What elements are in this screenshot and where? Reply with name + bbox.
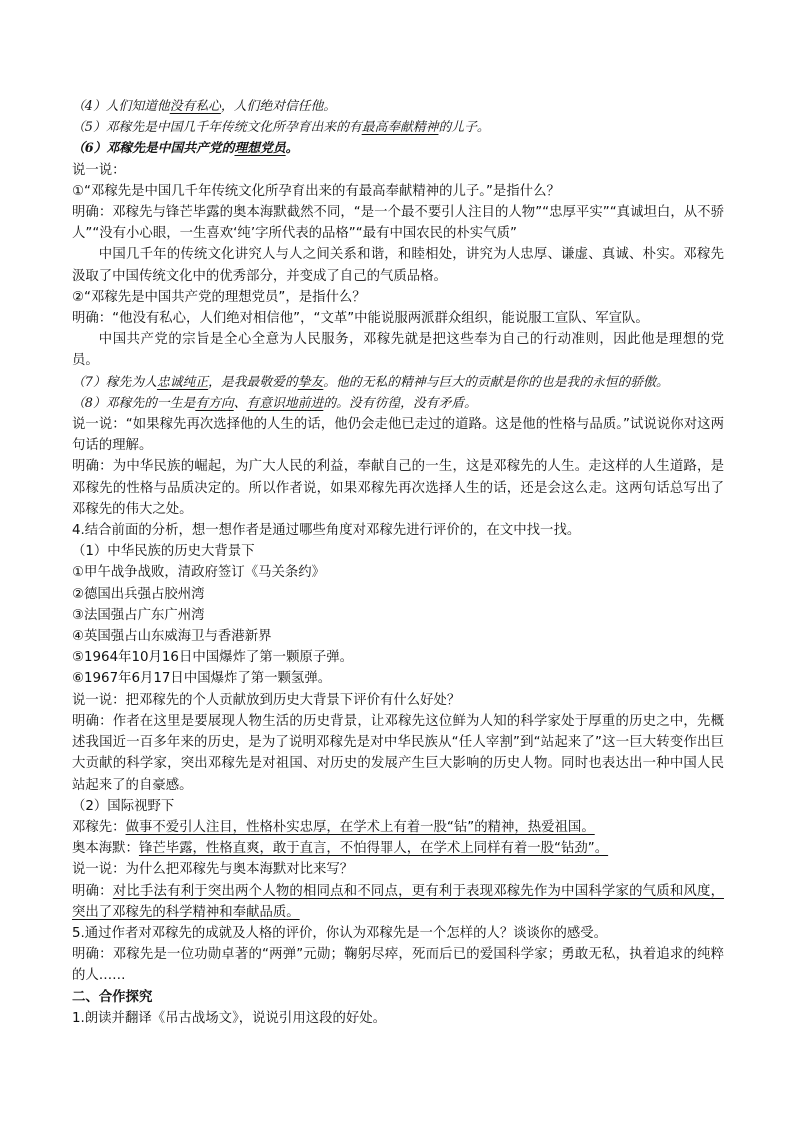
question-1: ①“邓稼先是中国几千年传统文化所孕育出来的有最高奉献精神的儿子。”是指什么？ <box>72 183 560 199</box>
point-6: （6）邓稼先是中国共产党的理想党员。 <box>72 141 299 157</box>
deng-description: 邓稼先：做事不爱引人注目，性格朴实忠厚，在学术上有着一股“钻”的精神，热爱祖国。 <box>72 819 595 835</box>
question-3: 说一说：“如果稼先再次选择他的人生的话，他仍会走他已走过的道路。这是他的性格与品质。”试说说你对这两句话的理解。 <box>72 417 724 454</box>
event-item: ①甲午战争战败，清政府签订《马关条约》 <box>72 565 326 581</box>
answer-2-paragraph: 明确：“他没有私心，人们绝对相信他”，“文革”中能说服两派群众组织，能说服工宣队、军宣队。 <box>72 311 649 327</box>
answer-5-paragraph: 明确：对比手法有利于突出两个人物的相同点和不同点，更有利于表现邓稼先作为中国科学家的气质和风度，突出了邓稼先的科学精神和奉献品质。 <box>72 883 724 920</box>
part-2-heading: 二、合作探究 <box>72 989 153 1005</box>
document-page <box>72 96 724 1029</box>
question-2: ②“邓稼先是中国共产党的理想党员”，是指什么？ <box>72 289 366 305</box>
answer-4-paragraph: 明确：作者在这里是要展现人物生活的历史背景，让邓稼先这位鲜为人知的科学家处于厚重的历史之中，先概述我国近一百多年来的历史，是为了说明邓稼先是对中华民族从“任人宰割”到“站起来了”这一巨大转变作出巨大贡献的科学家，突出邓稼先是对祖国、对历史的发展产生巨大影响的历史人物。同时也表达出一种中国人民站起来了的自豪感。 <box>72 713 724 793</box>
point-7: （7）稼先为人忠诚纯正，是我最敬爱的挚友。他的无私的精神与巨大的贡献是你的也是我的永恒的骄傲。 <box>72 374 669 390</box>
event-item: ②德国出兵强占胶州湾 <box>72 586 205 602</box>
part-2-question-1: 1.朗读并翻译《吊古战场文》，说说引用这段的好处。 <box>72 1010 387 1026</box>
answer-3-paragraph: 明确：为中华民族的崛起，为广大人民的利益，奉献自己的一生，这是邓稼先的人生。走这样的人生道路，是邓稼先的性格与品质决定的。所以作者说，如果邓稼先再次选择人生的话，还是会这么走。这两句话总写出了邓稼先的伟大之处。 <box>72 459 724 517</box>
section-4-subheading-2: （2）国际视野下 <box>72 798 175 814</box>
event-item: ④英国强占山东威海卫与香港新界 <box>72 629 272 645</box>
section-4-title: 4.结合前面的分析，想一想作者是通过哪些角度对邓稼先进行评价的，在文中找一找。 <box>72 523 581 539</box>
answer-2-paragraph-2: 中国共产党的宗旨是全心全意为人民服务，邓稼先就是把这些奉为自己的行动准则，因此他是理想的党员。 <box>72 332 724 369</box>
discuss-label: 说一说： <box>72 162 126 178</box>
event-item: ③法国强占广东广州湾 <box>72 607 205 623</box>
section-5-title: 5.通过作者对邓稼先的成就及人格的评价，你认为邓稼先是一个怎样的人？谈谈你的感受。 <box>72 925 608 941</box>
point-5: （5）邓稼先是中国几千年传统文化所孕育出来的有最高奉献精神的儿子。 <box>72 120 490 136</box>
answer-1-paragraph-2: 中国几千年的传统文化讲究人与人之间关系和谐，和睦相处，讲究为人忠厚、谦虚、真诚、朴实。邓稼先汲取了中国传统文化中的优秀部分，并变成了自己的气质品格。 <box>72 247 724 284</box>
oppenheimer-description: 奥本海默：锋芒毕露，性格直爽，敢于直言，不怕得罪人，在学术上同样有着一股“钻劲”。 <box>72 841 609 857</box>
event-item: ⑤1964年10月16日中国爆炸了第一颗原子弹。 <box>72 650 354 666</box>
answer-1-paragraph: 明确：邓稼先与锋芒毕露的奥本海默截然不同，“是一个最不要引人注目的人物”“忠厚平实”“真诚坦白，从不骄人”“没有小心眼，一生喜欢‘纯’字所代表的品格”“最有中国农民的朴实气质” <box>72 205 724 242</box>
point-4: （4）人们知道他没有私心，人们绝对信任他。 <box>72 99 337 114</box>
event-item: ⑥1967年6月17日中国爆炸了第一颗氢弹。 <box>72 671 332 687</box>
point-8: （8）邓稼先的一生是有方向、有意识地前进的。没有彷徨，没有矛盾。 <box>72 395 477 411</box>
section-4-subheading-1: （1）中华民族的历史大背景下 <box>72 544 255 560</box>
answer-6-paragraph: 明确：邓稼先是一位功勋卓著的“两弹”元勋；鞠躬尽瘁，死而后已的爱国科学家；勇敢无私，执着追求的纯粹的人…… <box>72 947 724 984</box>
question-5: 说一说：为什么把邓稼先与奥本海默对比来写？ <box>72 862 354 878</box>
question-4: 说一说：把邓稼先的个人贡献放到历史大背景下评价有什么好处？ <box>72 692 461 708</box>
